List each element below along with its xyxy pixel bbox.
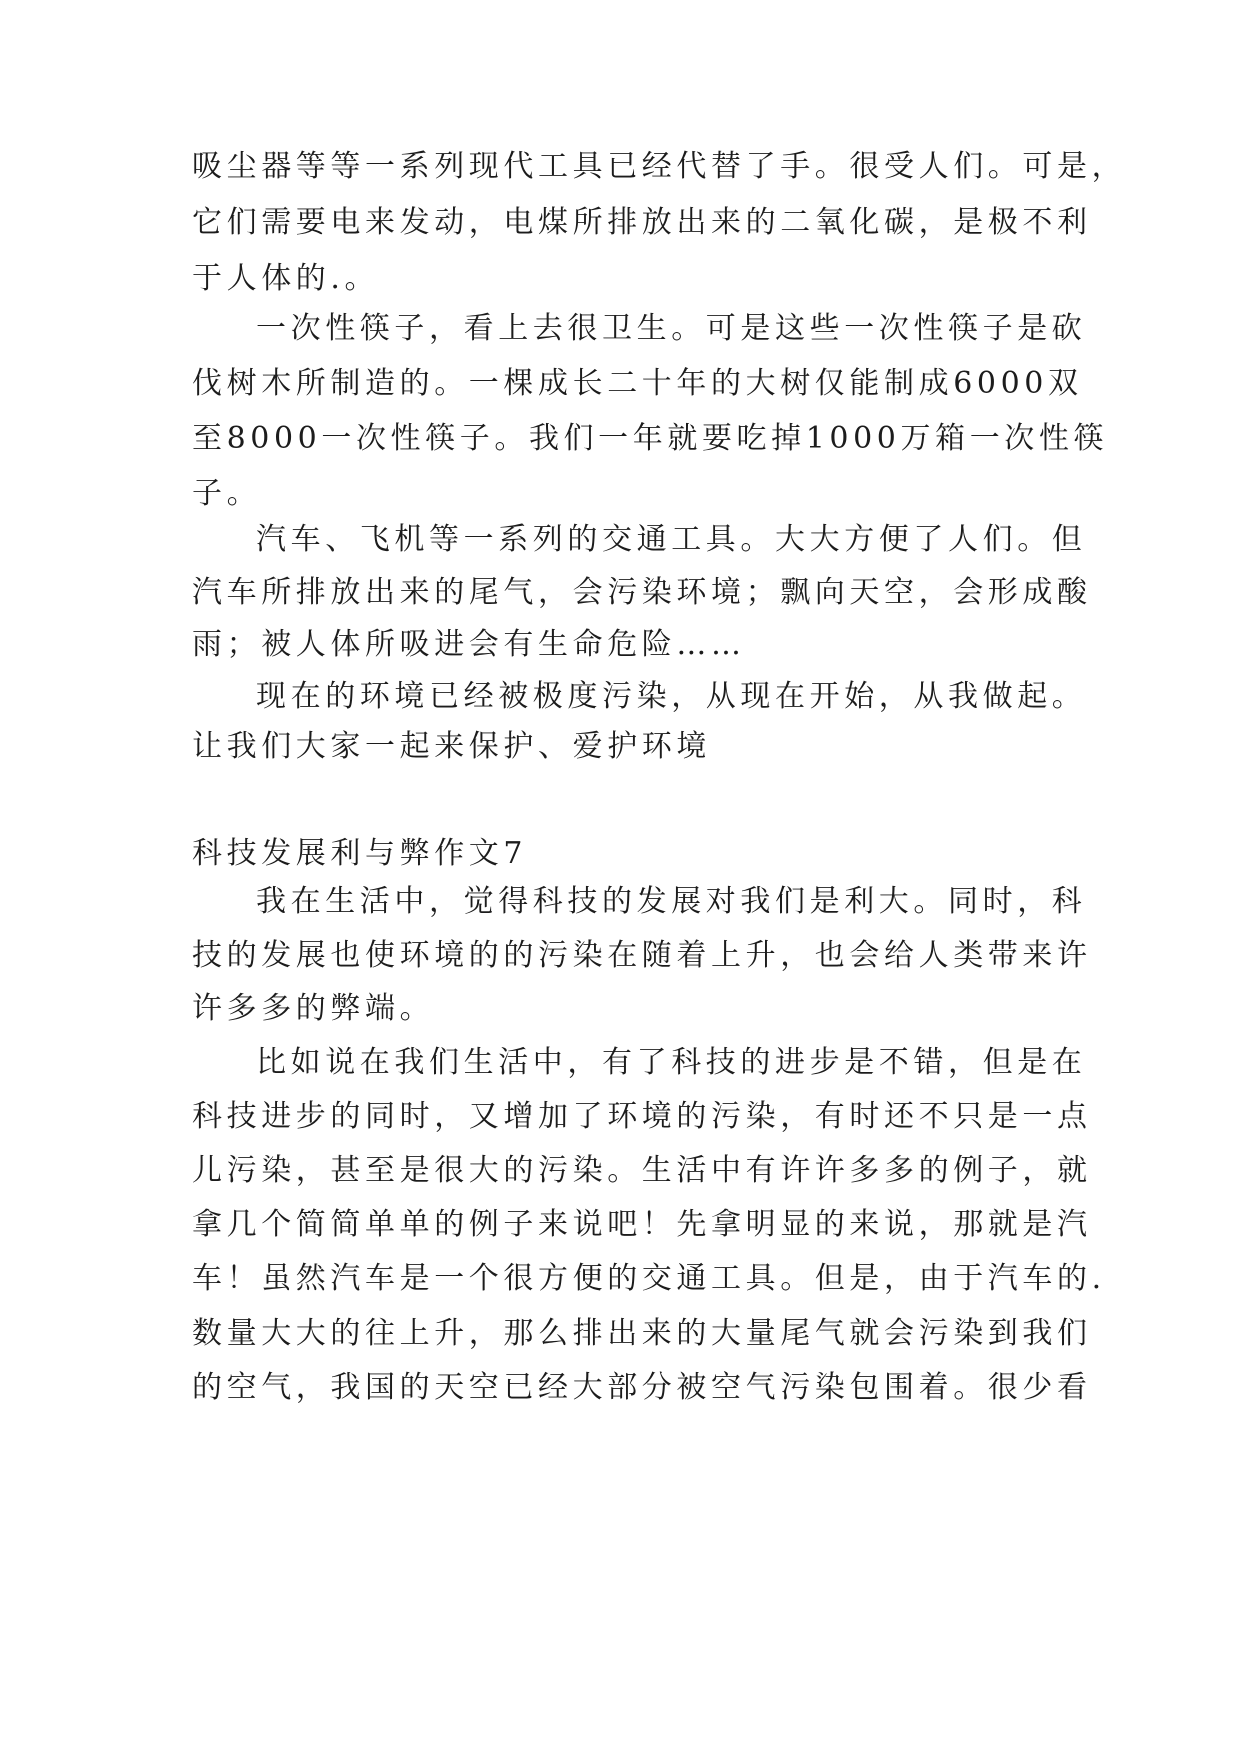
paragraph-line: 一次性筷子，看上去很卫生。可是这些一次性筷子是砍 <box>256 311 1087 346</box>
paragraph-line: 汽车所排放出来的尾气，会污染环境；飘向天空，会形成酸 <box>192 575 1092 610</box>
paragraph-line: 技的发展也使环境的的污染在随着上升，也会给人类带来许 <box>192 938 1092 973</box>
paragraph-line: 比如说在我们生活中，有了科技的进步是不错，但是在 <box>256 1045 1087 1080</box>
paragraph-line: 至8000一次性筷子。我们一年就要吃掉1000万箱一次性筷 <box>192 421 1109 456</box>
paragraph-line: 子。 <box>192 476 262 511</box>
paragraph-line: 数量大大的往上升，那么排出来的大量尾气就会污染到我们 <box>192 1316 1092 1351</box>
paragraph-line: 雨；被人体所吸进会有生命危险…… <box>192 627 746 662</box>
paragraph-line: 许多多的弊端。 <box>192 991 435 1026</box>
paragraph-line: 儿污染，甚至是很大的污染。生活中有许许多多的例子，就 <box>192 1153 1092 1188</box>
paragraph-line: 拿几个简简单单的例子来说吧！先拿明显的来说，那就是汽 <box>192 1207 1092 1242</box>
paragraph-line: 科技进步的同时，又增加了环境的污染，有时还不只是一点 <box>192 1099 1092 1134</box>
paragraph-line: 吸尘器等等一系列现代工具已经代替了手。很受人们。可是， <box>192 149 1127 184</box>
paragraph-line: 我在生活中，觉得科技的发展对我们是利大。同时，科 <box>256 884 1087 919</box>
paragraph-line: 的空气，我国的天空已经大部分被空气污染包围着。很少看 <box>192 1370 1092 1405</box>
paragraph-line: 于人体的.。 <box>192 261 380 296</box>
paragraph-line: 现在的环境已经被极度污染，从现在开始，从我做起。 <box>256 679 1087 714</box>
paragraph-line: 它们需要电来发动，电煤所排放出来的二氧化碳，是极不利 <box>192 205 1092 240</box>
paragraph-line: 伐树木所制造的。一棵成长二十年的大树仅能制成6000双 <box>192 366 1083 401</box>
paragraph-line: 汽车、飞机等一系列的交通工具。大大方便了人们。但 <box>256 522 1087 557</box>
paragraph-line: 让我们大家一起来保护、爱护环境 <box>192 729 711 764</box>
section-title: 科技发展利与弊作文7 <box>192 836 528 871</box>
paragraph-line: 车！虽然汽车是一个很方便的交通工具。但是，由于汽车的. <box>192 1261 1106 1296</box>
